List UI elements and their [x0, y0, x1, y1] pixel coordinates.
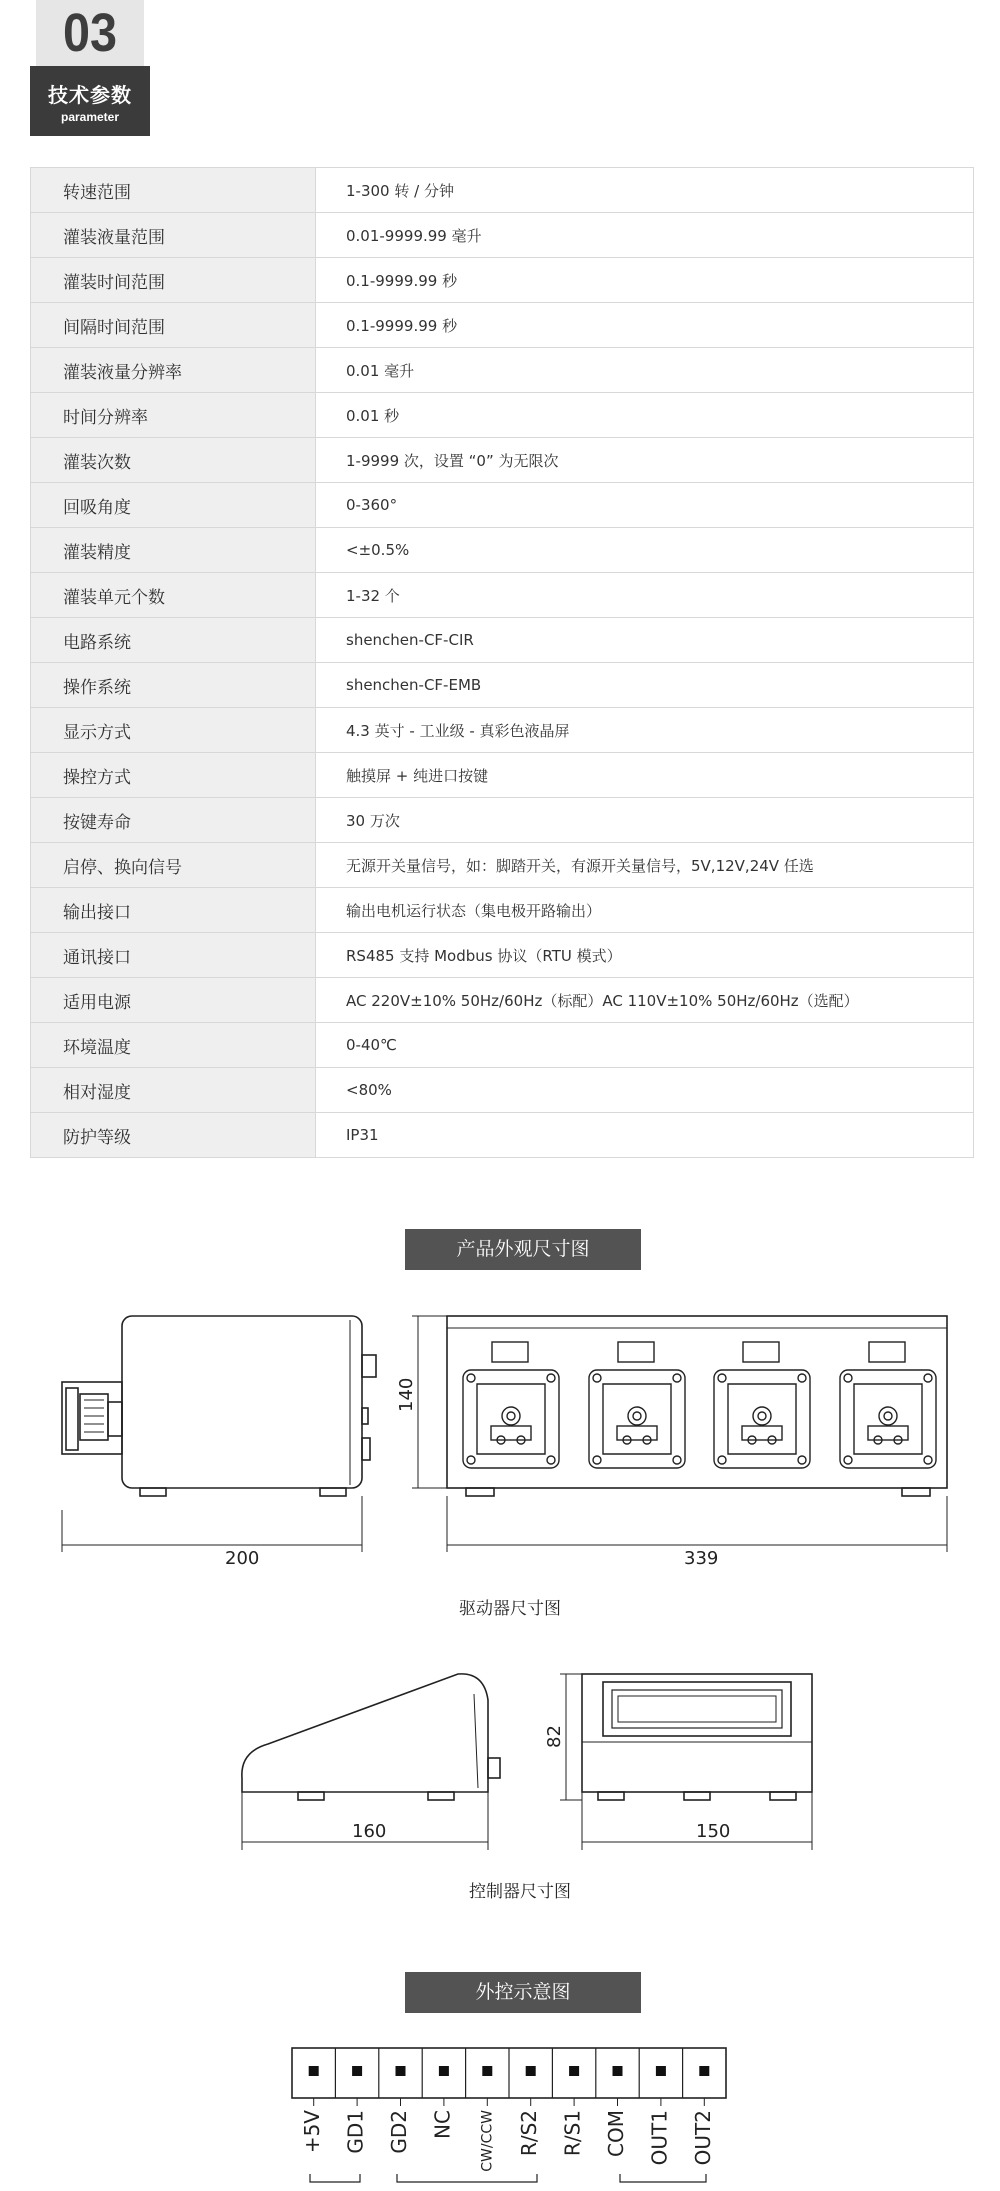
spec-value: 30 万次 [316, 798, 974, 843]
spec-value: 1-9999 次，设置 “0” 为无限次 [316, 438, 974, 483]
spec-row [31, 258, 974, 303]
pump-head [714, 1342, 810, 1468]
spec-row [31, 843, 974, 888]
spec-row [31, 438, 974, 483]
spec-row [31, 798, 974, 843]
spec-row [31, 663, 974, 708]
section-title: 技术参数 [48, 83, 132, 107]
spec-label: 显示方式 [31, 708, 316, 753]
section-number: 03 [36, 0, 144, 66]
spec-label: 输出接口 [31, 888, 316, 933]
section-subtitle: parameter [60, 110, 120, 124]
driver-height-label: 140 [396, 1377, 417, 1412]
spec-label: 灌装次数 [31, 438, 316, 483]
spec-value: 0.1-9999.99 秒 [316, 258, 974, 303]
terminal-label: NC [430, 2110, 455, 2139]
driver-dimension-drawing [0, 1290, 1000, 1590]
spec-row [31, 1023, 974, 1068]
spec-table [30, 167, 974, 1158]
terminal [604, 2066, 628, 2157]
terminal-label: COM [604, 2110, 628, 2157]
controller-length-label: 150 [696, 1821, 731, 1842]
spec-label: 灌装液量分辨率 [31, 348, 316, 393]
spec-label: 启停、换向信号 [31, 843, 316, 888]
spec-value: 0-360° [316, 483, 974, 528]
terminal [479, 2066, 495, 2172]
spec-row [31, 213, 974, 258]
spec-row [31, 1113, 974, 1158]
terminal [517, 2066, 541, 2156]
terminal [561, 2066, 585, 2156]
spec-label: 操作系统 [31, 663, 316, 708]
terminal-label: GD2 [387, 2110, 411, 2154]
spec-value: shenchen-CF-CIR [316, 618, 974, 663]
spec-label: 环境温度 [31, 1023, 316, 1068]
terminal [691, 2066, 715, 2165]
spec-value: 0.01-9999.99 毫升 [316, 213, 974, 258]
terminal [647, 2066, 671, 2165]
terminal-label: OUT1 [647, 2110, 672, 2166]
spec-row [31, 978, 974, 1023]
spec-label: 电路系统 [31, 618, 316, 663]
spec-label: 灌装时间范围 [31, 258, 316, 303]
terminal [387, 2066, 411, 2154]
driver-width-label: 200 [225, 1548, 260, 1569]
spec-label: 转速范围 [31, 168, 316, 213]
dimensions-title: 产品外观尺寸图 [405, 1229, 641, 1270]
spec-row [31, 348, 974, 393]
spec-value: 触摸屏 + 纯进口按键 [316, 753, 974, 798]
terminal-label: R/S2 [517, 2110, 542, 2157]
wiring-title: 外控示意图 [405, 1972, 641, 2013]
terminal-block-diagram [0, 2044, 1000, 2191]
spec-label: 通讯接口 [31, 933, 316, 978]
section-badge [30, 0, 150, 136]
spec-row [31, 573, 974, 618]
spec-value: AC 220V±10% 50Hz/60Hz（标配）AC 110V±10% 50Hz/60Hz（选配） [316, 978, 974, 1023]
spec-label: 防护等级 [31, 1113, 316, 1158]
spec-value: 输出电机运行状态（集电极开路输出） [316, 888, 974, 933]
spec-label: 相对湿度 [31, 1068, 316, 1113]
spec-row [31, 528, 974, 573]
spec-value: <±0.5% [316, 528, 974, 573]
spec-label: 间隔时间范围 [31, 303, 316, 348]
spec-value: 0-40℃ [316, 1023, 974, 1068]
spec-label: 灌装单元个数 [31, 573, 316, 618]
spec-row [31, 303, 974, 348]
controller-dimension-drawing [0, 1660, 1000, 1860]
spec-value: 1-300 转 / 分钟 [316, 168, 974, 213]
terminal [344, 2066, 368, 2154]
spec-value: 无源开关量信号，如：脚踏开关，有源开关量信号，5V,12V,24V 任选 [316, 843, 974, 888]
spec-label: 灌装精度 [31, 528, 316, 573]
spec-label: 时间分辨率 [31, 393, 316, 438]
spec-value: 0.1-9999.99 秒 [316, 303, 974, 348]
spec-row [31, 708, 974, 753]
spec-value: <80% [316, 1068, 974, 1113]
spec-row [31, 168, 974, 213]
spec-value: shenchen-CF-EMB [316, 663, 974, 708]
spec-row [31, 753, 974, 798]
terminal-label: GD1 [343, 2110, 368, 2154]
spec-value: 1-32 个 [316, 573, 974, 618]
pump-head [463, 1342, 559, 1468]
pump-head [840, 1342, 936, 1468]
section-title-block [30, 66, 150, 136]
driver-length-label: 339 [684, 1548, 719, 1569]
spec-label: 回吸角度 [31, 483, 316, 528]
terminal [300, 2066, 324, 2153]
spec-row [31, 618, 974, 663]
spec-row [31, 933, 974, 978]
spec-value: RS485 支持 Modbus 协议（RTU 模式） [316, 933, 974, 978]
driver-caption: 驱动器尺寸图 [459, 1599, 561, 1619]
spec-value: 0.01 秒 [316, 393, 974, 438]
terminal-label: R/S1 [560, 2110, 585, 2157]
terminal-label: CW/CCW [479, 2110, 496, 2172]
pump-head [589, 1342, 685, 1468]
spec-label: 按键寿命 [31, 798, 316, 843]
spec-label: 灌装液量范围 [31, 213, 316, 258]
spec-row [31, 393, 974, 438]
spec-row [31, 888, 974, 933]
spec-value: IP31 [316, 1113, 974, 1158]
controller-caption: 控制器尺寸图 [469, 1882, 571, 1902]
terminal [430, 2066, 454, 2139]
terminal-label: +5V [300, 2110, 325, 2154]
spec-row [31, 1068, 974, 1113]
spec-value: 4.3 英寸 - 工业级 - 真彩色液晶屏 [316, 708, 974, 753]
controller-width-label: 160 [352, 1821, 387, 1842]
spec-label: 适用电源 [31, 978, 316, 1023]
controller-height-label: 82 [544, 1725, 565, 1748]
spec-row [31, 483, 974, 528]
terminal-label: OUT2 [690, 2110, 715, 2166]
spec-label: 操控方式 [31, 753, 316, 798]
spec-value: 0.01 毫升 [316, 348, 974, 393]
